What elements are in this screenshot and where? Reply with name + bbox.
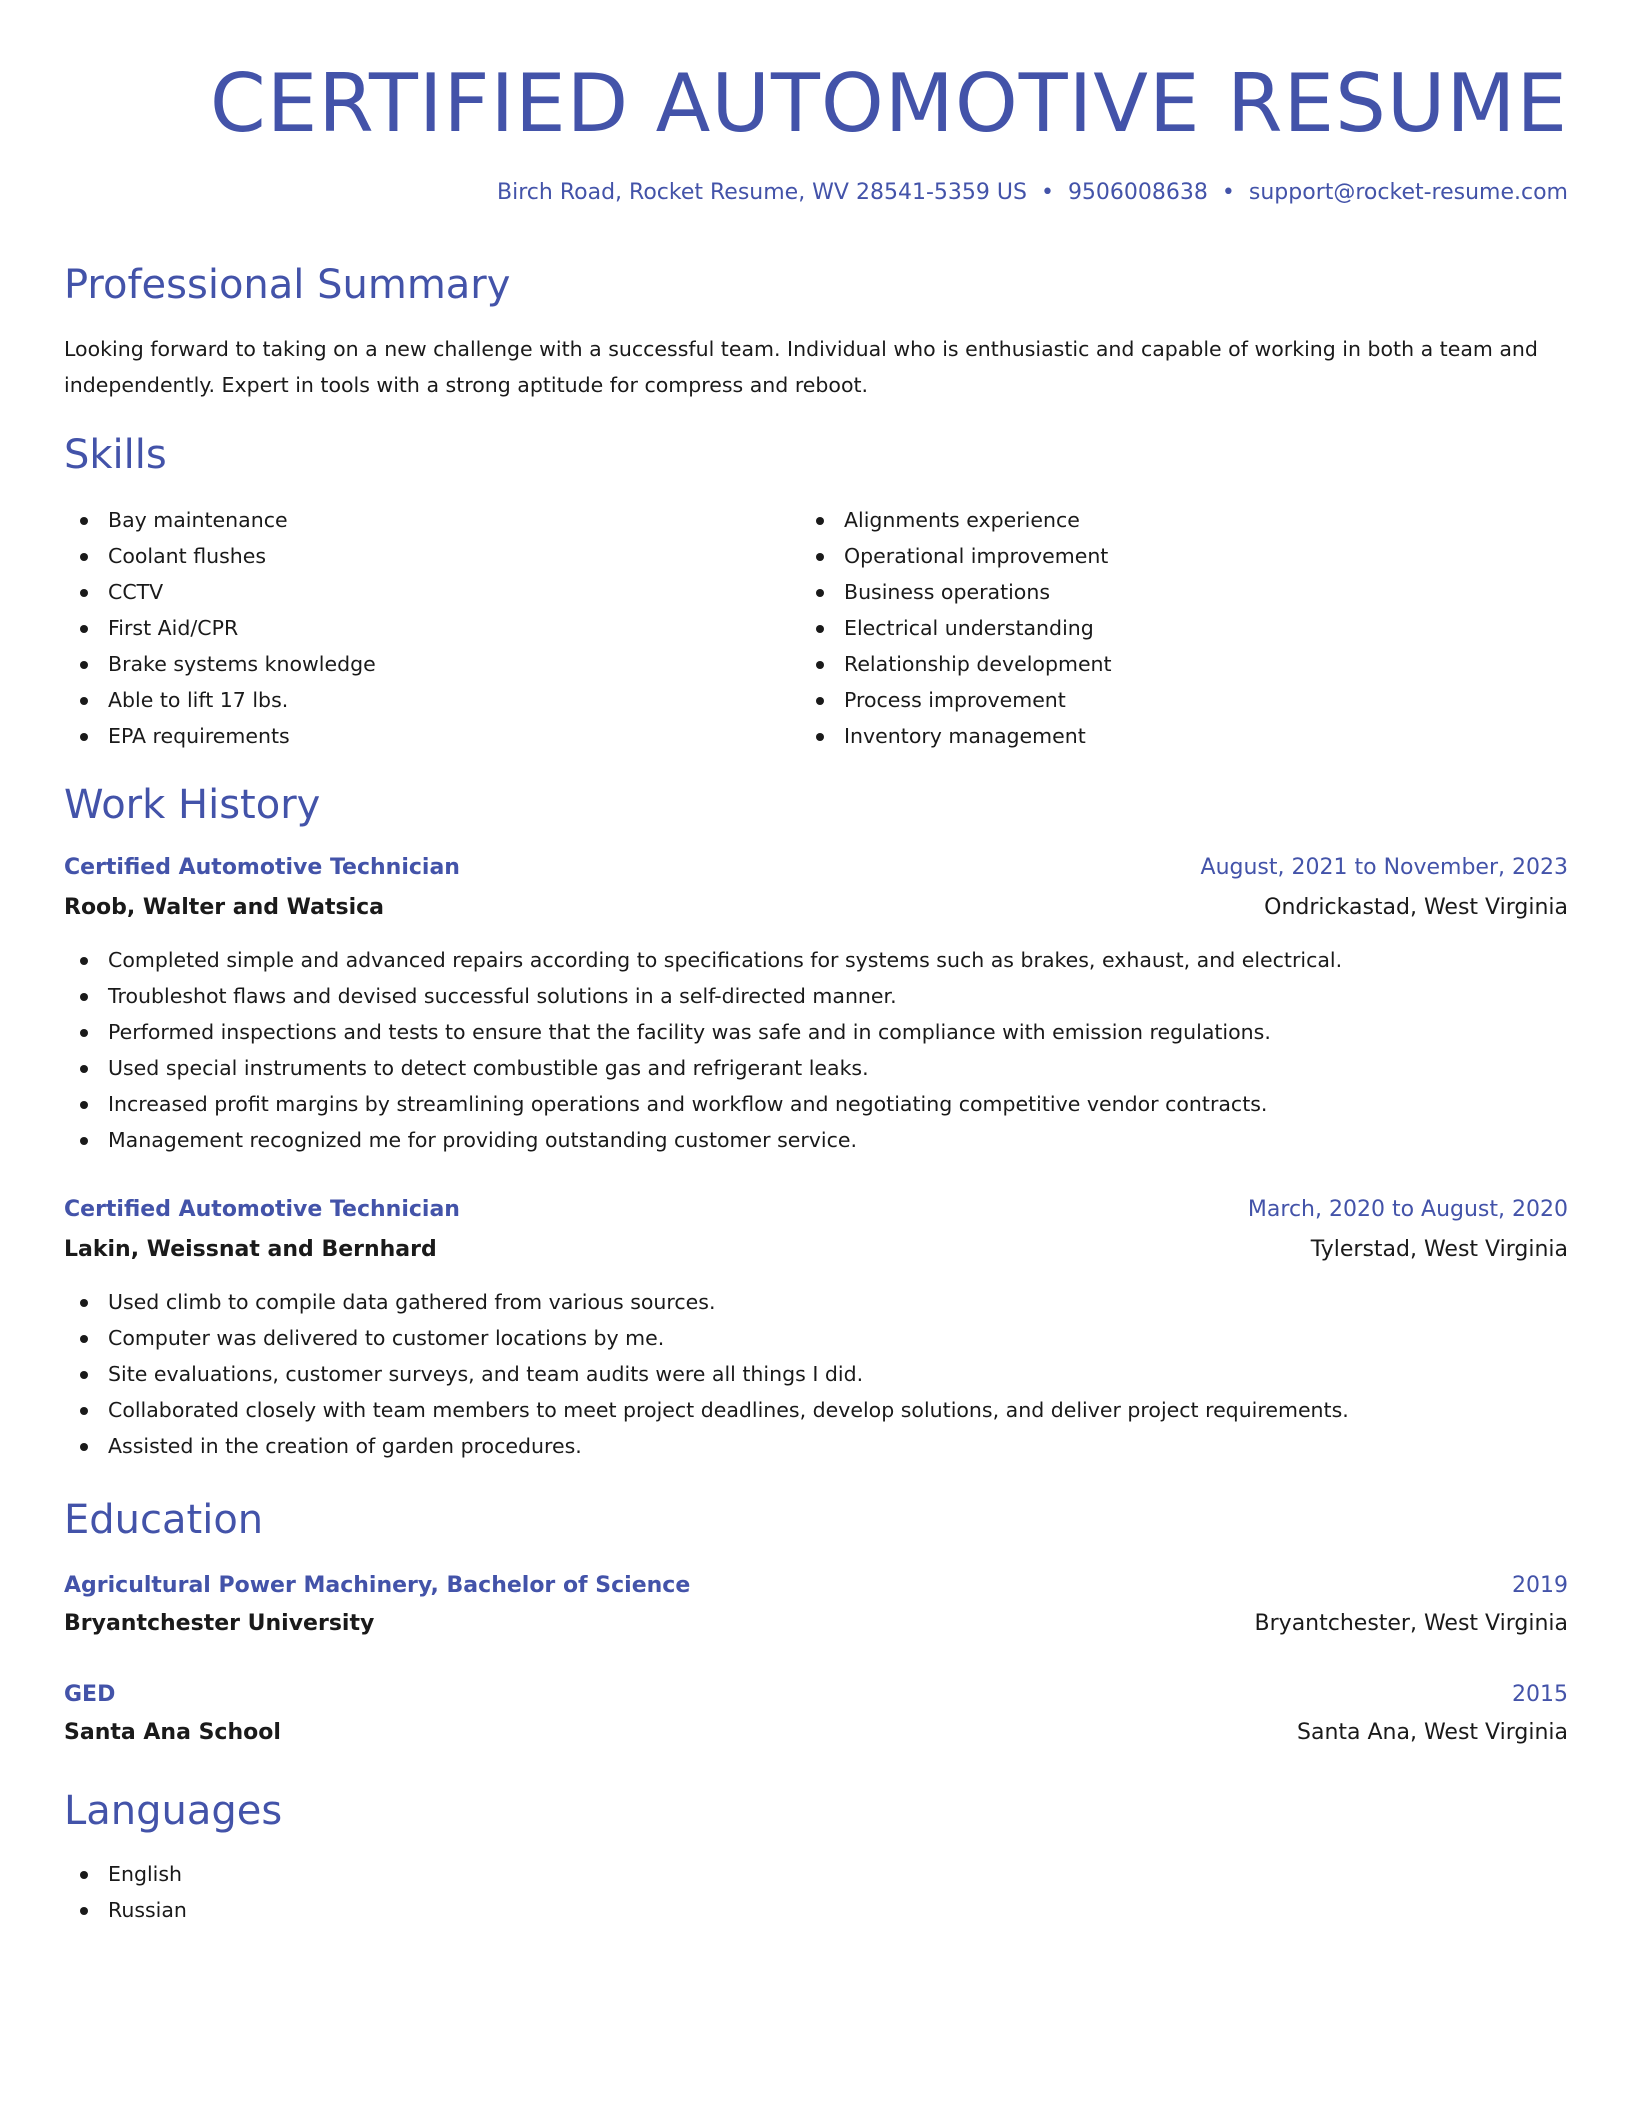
contact-separator: • <box>1040 180 1054 205</box>
skill-item: Able to lift 17 lbs. <box>64 682 376 718</box>
skill-item: Inventory management <box>800 718 1112 754</box>
contact-phone: 9506008638 <box>1067 180 1208 205</box>
skill-item: Brake systems knowledge <box>64 646 376 682</box>
section-title-education: Education <box>64 1497 264 1543</box>
job-dates: March, 2020 to August, 2020 <box>1247 1197 1568 1222</box>
job-position: Certified Automotive Technician <box>64 1197 460 1222</box>
education-school: Santa Ana School <box>64 1720 281 1745</box>
job-bullet: Assisted in the creation of garden procedures. <box>64 1428 1568 1464</box>
job-position: Certified Automotive Technician <box>64 855 460 880</box>
skill-item: Process improvement <box>800 682 1112 718</box>
skill-item: Business operations <box>800 574 1112 610</box>
skill-item: Alignments experience <box>800 502 1112 538</box>
section-title-skills: Skills <box>64 432 167 478</box>
job-bullet: Computer was delivered to customer locations by me. <box>64 1320 1568 1356</box>
job-bullet: Increased profit margins by streamlining operations and workflow and negotiating competitive vendor contracts. <box>64 1086 1568 1122</box>
education-header <box>64 1568 1568 1604</box>
contact-line <box>497 178 1568 208</box>
job-company: Roob, Walter and Watsica <box>64 895 385 920</box>
skill-item: Bay maintenance <box>64 502 376 538</box>
job-bullets <box>64 942 1568 1158</box>
education-subheader <box>64 1606 1568 1642</box>
section-title-summary: Professional Summary <box>64 262 511 308</box>
skills-list-left <box>64 502 376 754</box>
job-dates: August, 2021 to November, 2023 <box>1200 855 1568 880</box>
section-title-languages: Languages <box>64 1788 283 1834</box>
job-location: Tylerstad, West Virginia <box>1310 1237 1568 1262</box>
education-degree: GED <box>64 1682 116 1707</box>
education-school: Bryantchester University <box>64 1611 375 1636</box>
job-subheader <box>64 890 1568 926</box>
education-location: Santa Ana, West Virginia <box>1297 1720 1568 1745</box>
education-header <box>64 1677 1568 1713</box>
language-item: Russian <box>64 1892 1568 1928</box>
skills-list-right <box>800 502 1112 754</box>
summary-text: Looking forward to taking on a new challenge with a successful team. Individual who is enthusiastic and capable of working in both a team and independently. Expert in tools with a strong aptitude for compress and reboot. <box>64 337 1538 397</box>
contact-email: support@rocket-resume.com <box>1248 180 1568 205</box>
job-subheader <box>64 1232 1568 1268</box>
education-degree: Agricultural Power Machinery, Bachelor of Science <box>64 1573 691 1598</box>
job-bullets <box>64 1284 1568 1464</box>
education-subheader <box>64 1715 1568 1751</box>
job-bullet: Performed inspections and tests to ensure that the facility was safe and in compliance with emission regulations. <box>64 1014 1568 1050</box>
job-header <box>64 1192 1568 1228</box>
skill-item: EPA requirements <box>64 718 376 754</box>
job-bullet: Used special instruments to detect combustible gas and refrigerant leaks. <box>64 1050 1568 1086</box>
skill-item: CCTV <box>64 574 376 610</box>
skill-item: Relationship development <box>800 646 1112 682</box>
skill-item: Electrical understanding <box>800 610 1112 646</box>
job-location: Ondrickastad, West Virginia <box>1264 895 1568 920</box>
job-header <box>64 850 1568 886</box>
job-bullet: Completed simple and advanced repairs according to specifications for systems such as brakes, exhaust, and electrical. <box>64 942 1568 978</box>
section-title-work: Work History <box>64 782 321 828</box>
education-location: Bryantchester, West Virginia <box>1254 1611 1568 1636</box>
skill-item: First Aid/CPR <box>64 610 376 646</box>
education-year: 2019 <box>1512 1573 1568 1598</box>
skill-item: Coolant flushes <box>64 538 376 574</box>
job-bullet: Management recognized me for providing outstanding customer service. <box>64 1122 1568 1158</box>
job-bullet: Site evaluations, customer surveys, and team audits were all things I did. <box>64 1356 1568 1392</box>
job-bullet: Used climb to compile data gathered from various sources. <box>64 1284 1568 1320</box>
job-bullet: Troubleshot flaws and devised successful solutions in a self-directed manner. <box>64 978 1568 1014</box>
resume-title: CERTIFIED AUTOMOTIVE RESUME <box>209 57 1568 150</box>
education-year: 2015 <box>1512 1682 1568 1707</box>
job-company: Lakin, Weissnat and Bernhard <box>64 1237 437 1262</box>
language-item: English <box>64 1856 1568 1892</box>
contact-separator: • <box>1221 180 1235 205</box>
contact-address: Birch Road, Rocket Resume, WV 28541-5359 US <box>497 180 1027 205</box>
languages-list <box>64 1856 1568 1928</box>
skill-item: Operational improvement <box>800 538 1112 574</box>
job-bullet: Collaborated closely with team members to meet project deadlines, develop solutions, and deliver project requirements. <box>64 1392 1568 1428</box>
